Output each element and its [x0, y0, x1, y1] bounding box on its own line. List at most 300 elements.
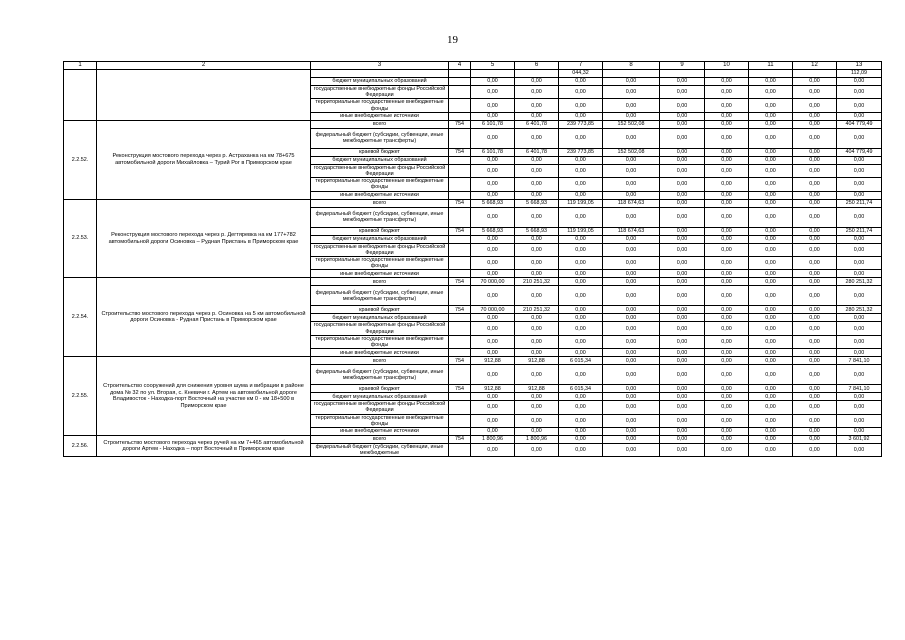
- value-cell: 404 779,49: [837, 120, 882, 128]
- value-cell: 0,00: [471, 314, 515, 322]
- value-cell: 0,00: [793, 286, 837, 306]
- value-cell: 0,00: [749, 436, 793, 444]
- value-cell: 0,00: [837, 243, 882, 256]
- value-cell: 0,00: [749, 178, 793, 191]
- value-cell: 0,00: [471, 112, 515, 120]
- value-cell: 0,00: [749, 286, 793, 306]
- value-cell: 0,00: [471, 393, 515, 401]
- code-754-cell: [449, 112, 471, 120]
- funding-source-cell: всего: [311, 278, 449, 286]
- value-cell: 0,00: [603, 365, 660, 385]
- value-cell: 0,00: [749, 99, 793, 112]
- funding-source-cell: краевой бюджет: [311, 227, 449, 235]
- value-cell: 0,00: [793, 322, 837, 335]
- value-cell: 0,00: [793, 428, 837, 436]
- value-cell: 0,00: [515, 99, 559, 112]
- value-cell: 0,00: [793, 414, 837, 427]
- value-cell: 0,00: [705, 191, 749, 199]
- value-cell: [471, 70, 515, 78]
- column-header: 9: [660, 62, 705, 70]
- value-cell: 0,00: [471, 78, 515, 86]
- value-cell: 239 773,85: [559, 148, 603, 156]
- value-cell: 0,00: [559, 191, 603, 199]
- value-cell: 0,00: [837, 164, 882, 177]
- funding-source-cell: территориальные государственные внебюджетные фонды: [311, 414, 449, 427]
- value-cell: 0,00: [705, 322, 749, 335]
- value-cell: 112,09: [837, 70, 882, 78]
- value-cell: 0,00: [705, 393, 749, 401]
- value-cell: 0,00: [559, 78, 603, 86]
- value-cell: 152 502,08: [603, 148, 660, 156]
- value-cell: 0,00: [559, 164, 603, 177]
- value-cell: 239 773,85: [559, 120, 603, 128]
- value-cell: 0,00: [749, 314, 793, 322]
- code-754-cell: [449, 156, 471, 164]
- value-cell: 0,00: [705, 436, 749, 444]
- value-cell: 044,32: [559, 70, 603, 78]
- value-cell: 6 401,78: [515, 148, 559, 156]
- value-cell: 0,00: [705, 164, 749, 177]
- value-cell: 70 000,00: [471, 278, 515, 286]
- value-cell: 0,00: [837, 393, 882, 401]
- value-cell: 0,00: [471, 257, 515, 270]
- value-cell: 0,00: [515, 365, 559, 385]
- value-cell: 0,00: [793, 99, 837, 112]
- value-cell: 0,00: [837, 112, 882, 120]
- value-cell: 0,00: [749, 148, 793, 156]
- code-754-cell: [449, 286, 471, 306]
- code-754-cell: [449, 99, 471, 112]
- value-cell: 0,00: [471, 178, 515, 191]
- project-code-cell: 2.2.52.: [64, 120, 97, 199]
- funding-source-cell: краевой бюджет: [311, 306, 449, 314]
- value-cell: 0,00: [705, 306, 749, 314]
- value-cell: 0,00: [793, 199, 837, 207]
- value-cell: 0,00: [793, 243, 837, 256]
- value-cell: 0,00: [837, 286, 882, 306]
- value-cell: 0,00: [515, 286, 559, 306]
- funding-source-cell: иные внебюджетные источники: [311, 112, 449, 120]
- value-cell: 0,00: [660, 414, 705, 427]
- column-header: 6: [515, 62, 559, 70]
- value-cell: 0,00: [471, 428, 515, 436]
- value-cell: 0,00: [660, 112, 705, 120]
- value-cell: 0,00: [837, 257, 882, 270]
- value-cell: 0,00: [471, 243, 515, 256]
- value-cell: 912,88: [471, 385, 515, 393]
- value-cell: [311, 70, 449, 78]
- value-cell: 0,00: [660, 322, 705, 335]
- value-cell: 0,00: [793, 444, 837, 457]
- funding-source-cell: федеральный бюджет (субсидии, субвенции, иные межбюджетные трансферты): [311, 286, 449, 306]
- code-754-cell: [449, 270, 471, 278]
- value-cell: 0,00: [559, 306, 603, 314]
- value-cell: [749, 70, 793, 78]
- code-754-cell: [449, 322, 471, 335]
- value-cell: 0,00: [705, 148, 749, 156]
- funding-source-cell: федеральный бюджет (субсидии, субвенции, иные межбюджетные трансферты): [311, 365, 449, 385]
- value-cell: 0,00: [603, 112, 660, 120]
- value-cell: 0,00: [603, 306, 660, 314]
- value-cell: 0,00: [515, 243, 559, 256]
- value-cell: 0,00: [793, 270, 837, 278]
- value-cell: 0,00: [660, 99, 705, 112]
- value-cell: 0,00: [515, 444, 559, 457]
- value-cell: 0,00: [793, 393, 837, 401]
- value-cell: 0,00: [749, 401, 793, 414]
- value-cell: 0,00: [660, 436, 705, 444]
- value-cell: 0,00: [660, 257, 705, 270]
- value-cell: 0,00: [603, 278, 660, 286]
- value-cell: 1 800,96: [471, 436, 515, 444]
- code-754-cell: [449, 414, 471, 427]
- code-754-cell: [449, 365, 471, 385]
- value-cell: 0,00: [515, 86, 559, 99]
- value-cell: 0,00: [749, 322, 793, 335]
- code-754-cell: 754: [449, 199, 471, 207]
- value-cell: 0,00: [515, 207, 559, 227]
- value-cell: 0,00: [705, 401, 749, 414]
- value-cell: 0,00: [705, 199, 749, 207]
- value-cell: 0,00: [793, 385, 837, 393]
- column-header: 11: [749, 62, 793, 70]
- value-cell: 0,00: [603, 235, 660, 243]
- value-cell: 119 199,05: [559, 227, 603, 235]
- table-row: [64, 436, 882, 444]
- value-cell: 0,00: [793, 401, 837, 414]
- value-cell: 0,00: [660, 401, 705, 414]
- value-cell: 0,00: [749, 385, 793, 393]
- column-header: 3: [311, 62, 449, 70]
- funding-source-cell: бюджет муниципальных образований: [311, 393, 449, 401]
- value-cell: [660, 70, 705, 78]
- value-cell: 0,00: [603, 207, 660, 227]
- code-754-cell: 754: [449, 120, 471, 128]
- value-cell: 280 251,32: [837, 306, 882, 314]
- value-cell: 0,00: [793, 235, 837, 243]
- value-cell: 5 668,93: [471, 199, 515, 207]
- column-header: 10: [705, 62, 749, 70]
- value-cell: 0,00: [559, 112, 603, 120]
- value-cell: 0,00: [793, 164, 837, 177]
- value-cell: 0,00: [515, 322, 559, 335]
- value-cell: 0,00: [660, 164, 705, 177]
- value-cell: 0,00: [603, 444, 660, 457]
- value-cell: 0,00: [793, 306, 837, 314]
- value-cell: 0,00: [793, 314, 837, 322]
- value-cell: 0,00: [515, 270, 559, 278]
- value-cell: 0,00: [837, 191, 882, 199]
- value-cell: 0,00: [515, 428, 559, 436]
- value-cell: 0,00: [603, 78, 660, 86]
- value-cell: 0,00: [705, 414, 749, 427]
- code-754-cell: [449, 243, 471, 256]
- value-cell: 118 674,63: [603, 199, 660, 207]
- value-cell: 119 199,05: [559, 199, 603, 207]
- value-cell: 0,00: [471, 414, 515, 427]
- value-cell: 0,00: [559, 257, 603, 270]
- value-cell: 0,00: [660, 270, 705, 278]
- funding-source-cell: государственные внебюджетные фонды Российской Федерации: [311, 322, 449, 335]
- value-cell: 0,00: [471, 401, 515, 414]
- value-cell: 0,00: [793, 156, 837, 164]
- value-cell: 0,00: [471, 99, 515, 112]
- funding-source-cell: иные внебюджетные источники: [311, 191, 449, 199]
- value-cell: 0,00: [559, 393, 603, 401]
- value-cell: 0,00: [471, 156, 515, 164]
- value-cell: 0,00: [837, 270, 882, 278]
- value-cell: 0,00: [705, 78, 749, 86]
- value-cell: 0,00: [660, 86, 705, 99]
- value-cell: 0,00: [515, 393, 559, 401]
- value-cell: 0,00: [559, 86, 603, 99]
- value-cell: 0,00: [749, 393, 793, 401]
- value-cell: 0,00: [837, 401, 882, 414]
- value-cell: 0,00: [705, 286, 749, 306]
- value-cell: [449, 70, 471, 78]
- value-cell: 0,00: [559, 286, 603, 306]
- value-cell: 0,00: [749, 270, 793, 278]
- value-cell: 0,00: [559, 444, 603, 457]
- value-cell: 0,00: [603, 357, 660, 365]
- column-header-row: [64, 62, 882, 70]
- value-cell: 0,00: [515, 401, 559, 414]
- value-cell: 280 251,32: [837, 278, 882, 286]
- value-cell: 152 502,08: [603, 120, 660, 128]
- column-header: 5: [471, 62, 515, 70]
- value-cell: 118 674,63: [603, 227, 660, 235]
- value-cell: 0,00: [749, 128, 793, 148]
- code-754-cell: [449, 191, 471, 199]
- value-cell: 0,00: [705, 444, 749, 457]
- value-cell: [603, 70, 660, 78]
- project-code-cell: 2.2.56.: [64, 436, 97, 457]
- funding-source-cell: территориальные государственные внебюджетные фонды: [311, 99, 449, 112]
- value-cell: 6 101,78: [471, 148, 515, 156]
- value-cell: 0,00: [515, 156, 559, 164]
- value-cell: 0,00: [660, 148, 705, 156]
- value-cell: 0,00: [793, 436, 837, 444]
- value-cell: 0,00: [705, 243, 749, 256]
- value-cell: 0,00: [705, 357, 749, 365]
- value-cell: 0,00: [603, 436, 660, 444]
- value-cell: 0,00: [793, 335, 837, 348]
- value-cell: 0,00: [559, 414, 603, 427]
- value-cell: 0,00: [749, 357, 793, 365]
- project-name-cell: [97, 70, 311, 121]
- value-cell: 0,00: [515, 235, 559, 243]
- value-cell: 0,00: [603, 349, 660, 357]
- value-cell: 250 211,74: [837, 227, 882, 235]
- value-cell: 0,00: [471, 128, 515, 148]
- project-code-cell: 2.2.53.: [64, 199, 97, 278]
- funding-source-cell: федеральный бюджет (субсидии, субвенции, иные межбюджетные трансферты): [311, 128, 449, 148]
- funding-source-cell: федеральный бюджет (субсидии, субвенции, иные межбюджетные трансферты): [311, 207, 449, 227]
- funding-source-cell: бюджет муниципальных образований: [311, 78, 449, 86]
- value-cell: 0,00: [837, 314, 882, 322]
- value-cell: [515, 70, 559, 78]
- value-cell: 6 015,34: [559, 357, 603, 365]
- funding-source-cell: государственные внебюджетные фонды Российской Федерации: [311, 401, 449, 414]
- code-754-cell: [449, 428, 471, 436]
- value-cell: 5 668,93: [515, 199, 559, 207]
- value-cell: 0,00: [559, 278, 603, 286]
- value-cell: 0,00: [603, 393, 660, 401]
- column-header: 8: [603, 62, 660, 70]
- value-cell: 0,00: [837, 128, 882, 148]
- value-cell: 0,00: [837, 365, 882, 385]
- code-754-cell: [449, 335, 471, 348]
- value-cell: [793, 70, 837, 78]
- value-cell: 0,00: [559, 428, 603, 436]
- funding-source-cell: иные внебюджетные источники: [311, 428, 449, 436]
- value-cell: 0,00: [515, 112, 559, 120]
- value-cell: 0,00: [559, 365, 603, 385]
- value-cell: 0,00: [559, 178, 603, 191]
- value-cell: 0,00: [749, 156, 793, 164]
- value-cell: 0,00: [603, 178, 660, 191]
- value-cell: 0,00: [603, 164, 660, 177]
- value-cell: 3 601,92: [837, 436, 882, 444]
- value-cell: 0,00: [603, 191, 660, 199]
- code-754-cell: 754: [449, 385, 471, 393]
- value-cell: 0,00: [749, 112, 793, 120]
- value-cell: 0,00: [471, 207, 515, 227]
- column-header: 1: [64, 62, 97, 70]
- value-cell: 0,00: [660, 286, 705, 306]
- value-cell: 0,00: [515, 257, 559, 270]
- continuation-row: [64, 70, 882, 78]
- value-cell: 0,00: [837, 78, 882, 86]
- code-754-cell: [449, 86, 471, 99]
- value-cell: 0,00: [793, 86, 837, 99]
- value-cell: 0,00: [559, 436, 603, 444]
- code-754-cell: [449, 444, 471, 457]
- value-cell: 0,00: [471, 349, 515, 357]
- value-cell: 0,00: [660, 207, 705, 227]
- value-cell: 0,00: [837, 235, 882, 243]
- value-cell: 0,00: [749, 191, 793, 199]
- code-754-cell: [449, 178, 471, 191]
- value-cell: 0,00: [837, 335, 882, 348]
- value-cell: 0,00: [837, 207, 882, 227]
- value-cell: 0,00: [705, 278, 749, 286]
- value-cell: 0,00: [559, 314, 603, 322]
- value-cell: 912,88: [515, 385, 559, 393]
- value-cell: 0,00: [559, 335, 603, 348]
- value-cell: 0,00: [471, 286, 515, 306]
- column-header: 12: [793, 62, 837, 70]
- value-cell: 0,00: [515, 78, 559, 86]
- value-cell: 7 841,10: [837, 357, 882, 365]
- code-754-cell: 754: [449, 148, 471, 156]
- value-cell: 0,00: [705, 128, 749, 148]
- value-cell: 6 101,78: [471, 120, 515, 128]
- project-name-cell: Строительство мостового перехода через р. Осиновка на 5 км автомобильной дороги Осиновка - Рудная Пристань в Приморском крае: [97, 278, 311, 357]
- code-cell: [64, 70, 97, 121]
- funding-source-cell: иные внебюджетные источники: [311, 270, 449, 278]
- value-cell: 0,00: [515, 314, 559, 322]
- code-754-cell: [449, 235, 471, 243]
- value-cell: 0,00: [749, 349, 793, 357]
- value-cell: 0,00: [793, 357, 837, 365]
- value-cell: 0,00: [559, 99, 603, 112]
- code-754-cell: [449, 257, 471, 270]
- value-cell: 0,00: [603, 286, 660, 306]
- code-754-cell: [449, 401, 471, 414]
- value-cell: 0,00: [660, 243, 705, 256]
- value-cell: 0,00: [705, 257, 749, 270]
- funding-source-cell: территориальные государственные внебюджетные фонды: [311, 178, 449, 191]
- value-cell: 0,00: [471, 235, 515, 243]
- value-cell: 0,00: [793, 227, 837, 235]
- value-cell: 0,00: [660, 428, 705, 436]
- page-number: 19: [447, 34, 458, 46]
- value-cell: 0,00: [749, 243, 793, 256]
- funding-source-cell: бюджет муниципальных образований: [311, 314, 449, 322]
- value-cell: 0,00: [705, 99, 749, 112]
- budget-table: [63, 61, 882, 457]
- value-cell: 0,00: [559, 243, 603, 256]
- value-cell: 0,00: [837, 414, 882, 427]
- value-cell: 0,00: [793, 78, 837, 86]
- value-cell: 0,00: [660, 314, 705, 322]
- funding-source-cell: краевой бюджет: [311, 385, 449, 393]
- value-cell: 210 251,32: [515, 278, 559, 286]
- value-cell: 0,00: [749, 278, 793, 286]
- value-cell: 0,00: [793, 349, 837, 357]
- value-cell: 0,00: [749, 306, 793, 314]
- value-cell: 0,00: [660, 191, 705, 199]
- value-cell: 0,00: [603, 314, 660, 322]
- value-cell: 0,00: [705, 112, 749, 120]
- value-cell: 0,00: [705, 385, 749, 393]
- project-code-cell: 2.2.55.: [64, 357, 97, 436]
- value-cell: 0,00: [603, 414, 660, 427]
- value-cell: 0,00: [660, 178, 705, 191]
- code-754-cell: 754: [449, 436, 471, 444]
- value-cell: 0,00: [471, 322, 515, 335]
- value-cell: 0,00: [837, 322, 882, 335]
- value-cell: 0,00: [705, 120, 749, 128]
- funding-source-cell: государственные внебюджетные фонды Российской Федерации: [311, 86, 449, 99]
- value-cell: 0,00: [705, 270, 749, 278]
- code-754-cell: [449, 393, 471, 401]
- value-cell: 0,00: [559, 156, 603, 164]
- value-cell: 70 000,00: [471, 306, 515, 314]
- value-cell: 0,00: [660, 444, 705, 457]
- value-cell: 0,00: [705, 178, 749, 191]
- project-name-cell: Реконструкция мостового перехода через р. Дегтяревка на км 177+782 автомобильной дороги Осиновка – Рудная Пристань в Приморском крае: [97, 199, 311, 278]
- value-cell: 0,00: [749, 78, 793, 86]
- value-cell: 0,00: [705, 365, 749, 385]
- value-cell: 0,00: [603, 99, 660, 112]
- code-754-cell: 754: [449, 357, 471, 365]
- project-name-cell: Реконструкция мостового перехода через р. Астраханка на км 78+675 автомобильной дороги Михайловка – Турий Рог в Приморском крае: [97, 120, 311, 199]
- value-cell: 0,00: [705, 428, 749, 436]
- value-cell: 0,00: [603, 428, 660, 436]
- table-row: [64, 278, 882, 286]
- value-cell: 0,00: [793, 365, 837, 385]
- value-cell: 0,00: [515, 164, 559, 177]
- value-cell: 0,00: [660, 357, 705, 365]
- value-cell: 0,00: [515, 414, 559, 427]
- column-header: 2: [97, 62, 311, 70]
- value-cell: 0,00: [749, 444, 793, 457]
- value-cell: 0,00: [793, 191, 837, 199]
- value-cell: 0,00: [749, 235, 793, 243]
- value-cell: 0,00: [471, 164, 515, 177]
